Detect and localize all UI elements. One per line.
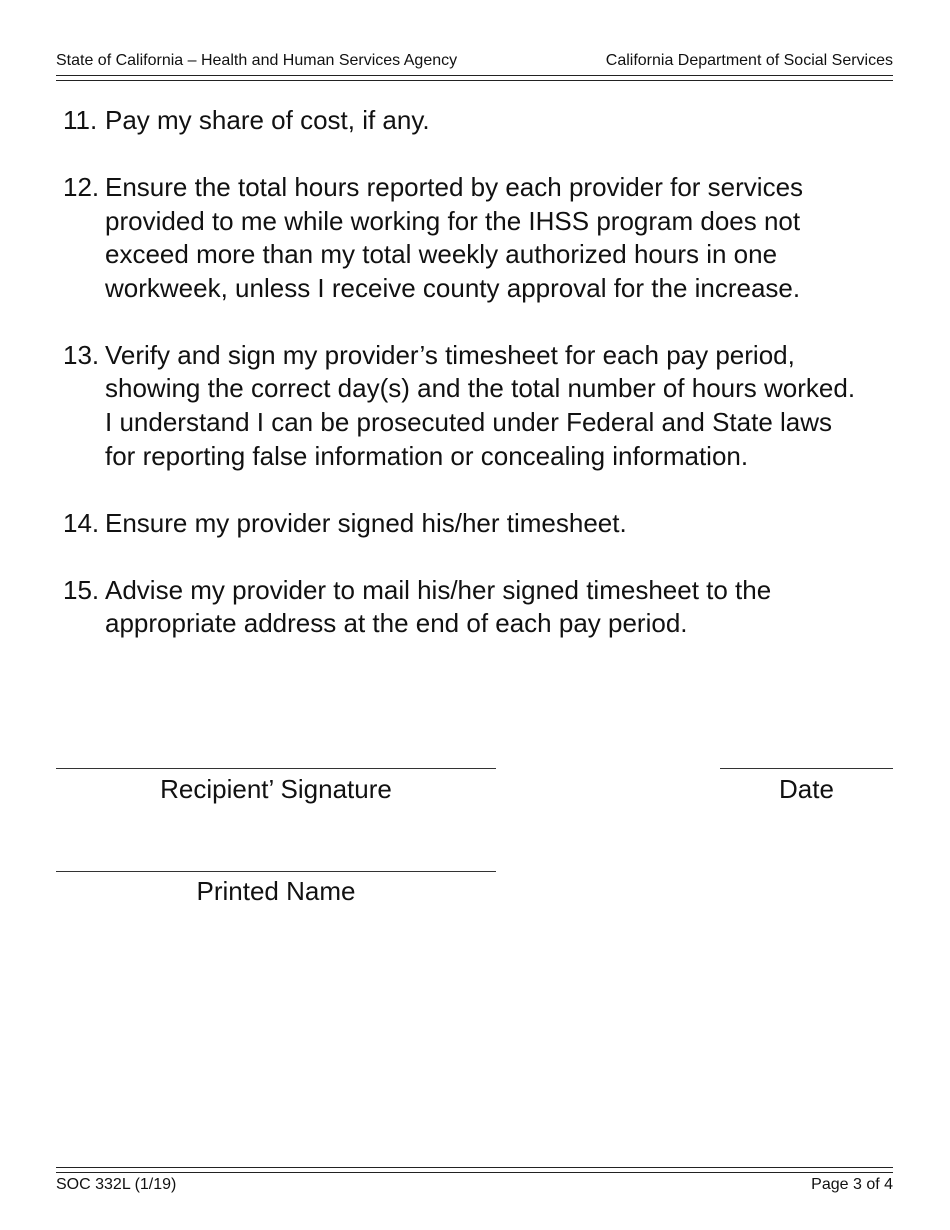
header-department: California Department of Social Services [605,52,893,69]
item-number: 11. [63,105,98,135]
recipient-signature-label: Recipient’ Signature [160,774,392,804]
date-label: Date [779,774,834,804]
item-text: Advise my provider to mail his/her signed timesheet to the appropriate address at the end of each pay period. [105,574,772,639]
list-item [63,574,863,641]
date-line[interactable] [720,768,893,769]
item-number: 12. [63,171,100,202]
item-number: 15. [63,574,100,605]
list-item [63,339,863,473]
printed-name-label: Printed Name [196,876,356,906]
item-number: 14. [63,507,100,538]
item-text: Verify and sign my provider’s timesheet for each pay period, showing the correct day(s) and the total number of hours worked. I understand I can be prosecuted under Federal and State laws for reporting false information or concealing information. [105,339,856,471]
responsibilities-list [63,104,863,674]
printed-name-line[interactable] [56,871,496,872]
form-id: SOC 332L (1/19) [56,1176,177,1193]
item-number: 13. [63,339,100,370]
header-divider [56,75,893,81]
page-header [56,52,893,72]
list-item [63,507,863,541]
list-item [63,171,863,305]
header-agency: State of California – Health and Human Services Agency [56,52,458,69]
list-item [63,104,863,138]
recipient-signature-line[interactable] [56,768,496,769]
page-number: Page 3 of 4 [811,1176,893,1193]
footer-divider [56,1167,893,1173]
item-text: Ensure my provider signed his/her timesheet. [105,507,627,538]
item-text: Ensure the total hours reported by each provider for services provided to me while working for the IHSS program does not exceed more than my total weekly authorized hours in one workweek, unless I receive county approval for the increase. [105,171,804,303]
item-text: Pay my share of cost, if any. [105,105,430,135]
